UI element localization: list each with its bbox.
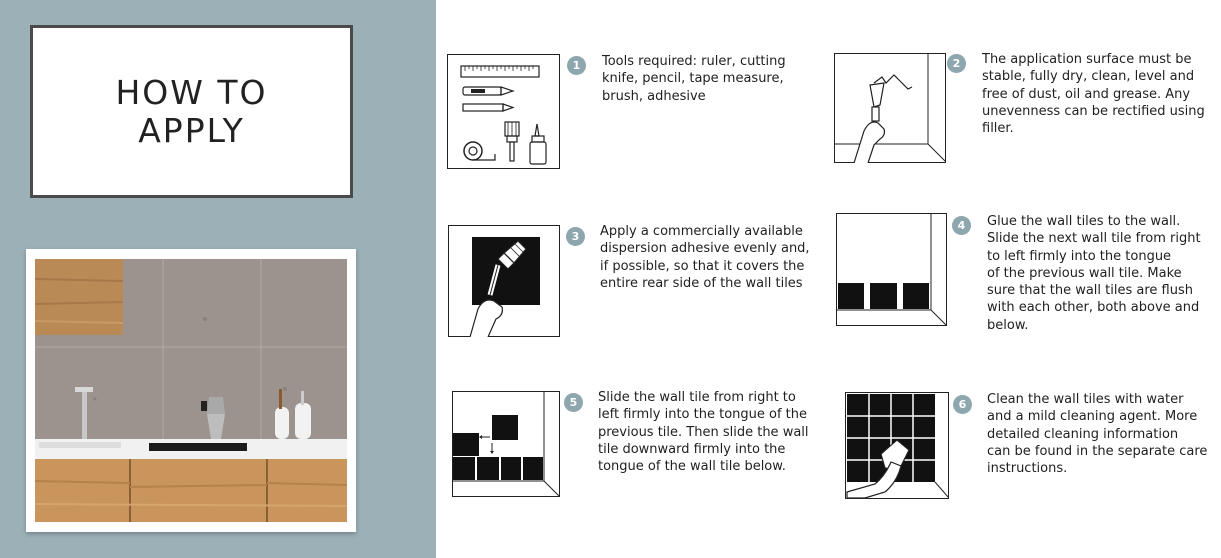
step-1-illustration [447,54,560,169]
sidebar-panel [0,0,436,558]
kitchen-photo [35,259,347,522]
step-4-illustration [836,213,947,326]
step-5-badge: 5 [564,393,583,412]
step-1-badge: 1 [567,56,586,75]
title-box [30,25,353,198]
cleaning-icon [845,392,949,499]
page-title [115,74,267,150]
step-6-badge: 6 [953,395,972,414]
adhesive-brush-icon [448,225,560,337]
step-5-text: Slide the wall tile from right to left firmly into the tongue of the previous tile. Then slide the wall tile downward firmly into the tongue of the wall tile below. [598,390,809,475]
step-5-illustration [452,391,560,497]
kitchen-photo-frame [26,249,356,532]
step-1-text: Tools required: ruler, cutting knife, pencil, tape measure, brush, adhesive [602,54,786,104]
step-2-text: The application surface must be stable, fully dry, clean, level and free of dust, oil and grease. Any unevenness can be rectified using filler. [982,52,1205,137]
kitchen-illustration [35,259,347,522]
step-3-badge: 3 [566,227,585,246]
step-4-badge: 4 [952,216,971,235]
title-line-1: HOW TO [115,72,268,112]
step-3-illustration [448,225,560,337]
tile-placement-icon [836,213,947,326]
step-6-illustration [845,392,949,499]
tools-icon [447,54,560,169]
tile-slide-icon [452,391,560,497]
title-line-2: APPLY [138,110,245,150]
step-2-badge: 2 [947,54,966,73]
step-6-text: Clean the wall tiles with water and a mild cleaning agent. More detailed cleaning information can be found in the separate care instructions. [987,392,1208,477]
step-2-illustration [834,53,946,163]
step-4-text: Glue the wall tiles to the wall. Slide the next wall tile from right to left firmly into the tongue of the previous wall tile. Make sure that the wall tiles are flush with each other, both above and below. [987,214,1201,333]
surface-prep-icon [834,53,946,163]
step-3-text: Apply a commercially available dispersion adhesive evenly and, if possible, so that it covers the entire rear side of the wall tiles [600,224,810,291]
